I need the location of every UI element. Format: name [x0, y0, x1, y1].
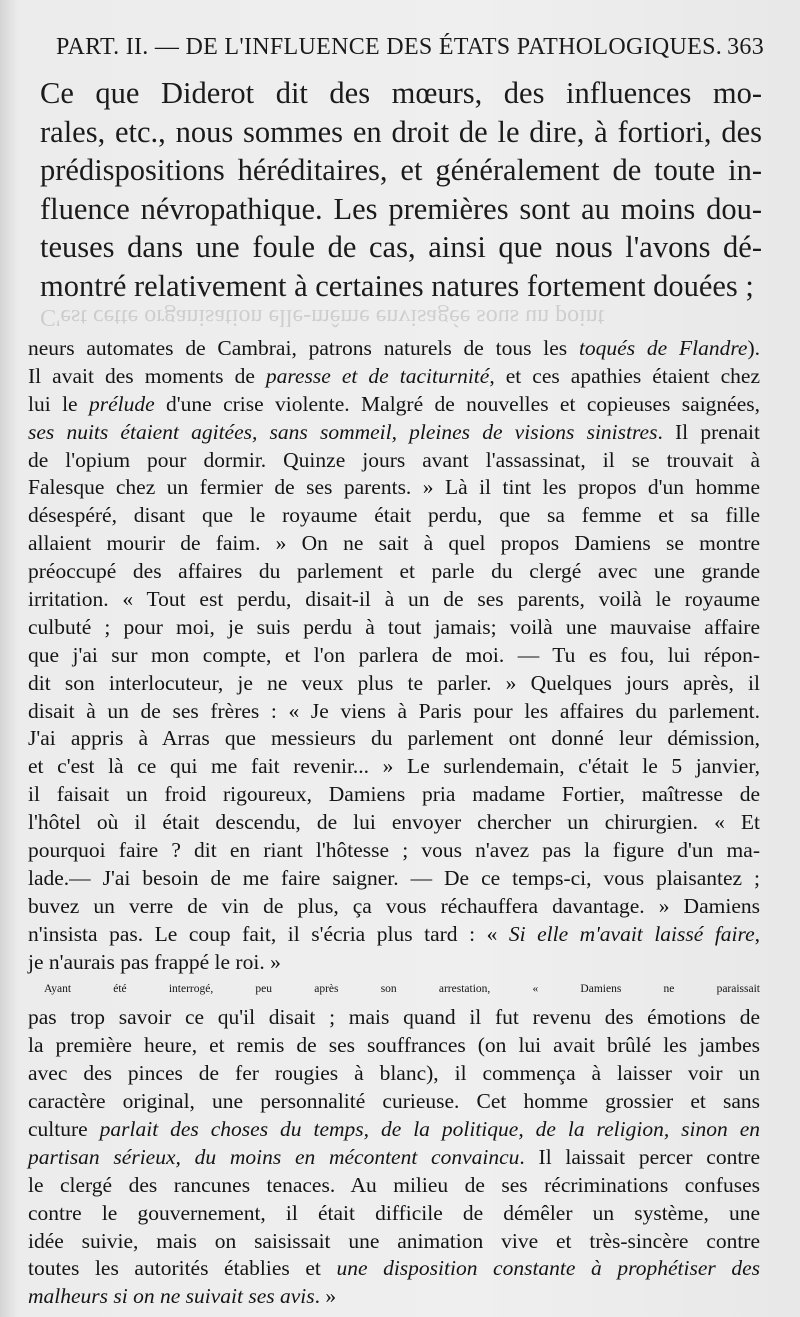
text-segment: je n'aurais pas frappé le roi. » — [28, 949, 281, 974]
text-line — [28, 837, 760, 865]
running-header — [56, 30, 764, 66]
text-segment: dit son interlocuteur, je ne veux plus te parler. » Quelques jours après, il — [28, 670, 760, 695]
text-line — [28, 1283, 760, 1311]
text-line: prédispositions héréditaires, et généralement de toute in- — [40, 153, 762, 188]
italic-segment: une disposition constante à prophétiser des — [336, 1256, 760, 1281]
text-segment: toutes les autorités établies et — [28, 1256, 337, 1281]
text-segment: . Il laissait percer contre — [519, 1144, 760, 1169]
italic-segment: parlait des choses du temps, de la politique, de la religion, sinon en — [99, 1116, 760, 1141]
text-segment: n'insista pas. Le coup fait, il s'écria plus tard : « — [28, 921, 509, 946]
text-line — [28, 809, 760, 837]
text-segment: lade.— J'ai besoin de me faire saigner. — De ce temps-ci, vous plaisantez ; — [28, 865, 760, 890]
text-line: fluence névropathique. Les premières sont au moins dou- — [40, 191, 762, 226]
upper-paragraph — [40, 74, 762, 306]
text-segment: préoccupé des affaires du parlement et parle du clergé avec une grande — [28, 559, 760, 584]
text-line — [28, 1255, 760, 1283]
header-title: PART. II. — DE L'INFLUENCE DES ÉTATS PATHOLOGIQUES. — [56, 34, 723, 60]
text-line — [28, 586, 760, 614]
text-line — [28, 1060, 760, 1088]
text-line — [28, 502, 760, 530]
text-line — [28, 781, 760, 809]
text-line — [28, 614, 760, 642]
text-segment: de l'opium pour dormir. Quinze jours avant l'assassinat, il se trouvait à — [28, 447, 760, 472]
text-line — [28, 949, 760, 977]
text-segment: culbuté ; pour moi, je suis perdu à tout jamais; voilà une mauvaise affaire — [28, 614, 760, 639]
text-line — [28, 1088, 760, 1116]
text-segment: Il avait des moments de — [28, 363, 266, 388]
text-segment: Falesque chez un fermier de ses parents. » Là il tint les propos d'un homme — [28, 475, 760, 500]
italic-segment: Si elle m'avait laissé faire — [508, 921, 755, 946]
text-line — [28, 1200, 760, 1228]
text-line — [28, 753, 760, 781]
text-segment: . Il prenait — [657, 419, 761, 444]
text-segment: , et ces apathies étaient chez — [489, 363, 761, 388]
text-line — [28, 419, 760, 447]
text-segment: . » — [314, 1284, 337, 1309]
text-line — [28, 474, 760, 502]
text-segment: l'hôtel où il était descendu, de lui envoyer chercher un chirurgien. « Et — [28, 810, 760, 835]
text-line — [28, 1144, 760, 1172]
italic-segment: malheurs si on ne suivait ses avis — [28, 1284, 315, 1309]
text-line — [28, 558, 760, 586]
text-line: montré relativement à certaines natures fortement douées ; — [40, 268, 754, 303]
quoted-paragraph — [28, 335, 760, 1311]
text-segment: allaient mourir de faim. » On ne sait à quel propos Damiens se montre — [28, 531, 760, 556]
text-line — [28, 447, 760, 475]
text-line — [28, 670, 760, 698]
text-line: teuses dans une foule de cas, ainsi que nous l'avons dé- — [40, 230, 762, 265]
text-segment: culture — [28, 1116, 100, 1141]
text-line: rales, etc., nous sommes en droit de le dire, à fortiori, des — [40, 114, 762, 149]
text-segment: lui le — [28, 391, 89, 416]
text-segment: Ayant été interrogé, peu après son arrestation, « Damiens ne paraissait — [44, 983, 760, 996]
text-segment: pourquoi faire ? dit en riant l'hôtesse ; vous n'avez pas la figure d'un ma- — [28, 838, 760, 863]
text-segment: le clergé des rancunes tenaces. Au milieu de ses récriminations confuses — [28, 1172, 760, 1197]
text-line — [28, 642, 760, 670]
text-line — [28, 976, 760, 1004]
text-segment: avec des pinces de fer rougies à blanc), il commença à laisser voir un — [28, 1061, 760, 1086]
text-segment: contre le gouvernement, il était difficile de démêler un système, une — [28, 1200, 760, 1225]
text-line — [28, 1116, 760, 1144]
text-line: Ce que Diderot dit des mœurs, des influences mo- — [40, 76, 762, 110]
text-line — [28, 363, 760, 391]
text-segment: idée suivie, mais on saisissait une animation vive et très-sincère contre — [28, 1228, 760, 1253]
text-segment: la première heure, et remis de ses souffrances (on lui avait brûlé les jambes — [28, 1033, 760, 1058]
text-segment: J'ai appris à Arras que messieurs du parlement ont donné leur démission, — [28, 726, 760, 751]
show-through-text: C'est cette organisation elle-même envisagée sous un point — [40, 304, 605, 330]
text-segment: irritation. « Tout est perdu, disait-il à un de ses parents, voilà le royaume — [28, 587, 760, 612]
text-segment: ). — [747, 336, 760, 360]
text-line — [28, 921, 760, 949]
text-line — [28, 1004, 760, 1032]
page-number: 363 — [727, 34, 764, 60]
text-line — [28, 335, 760, 363]
text-line — [28, 698, 760, 726]
italic-segment: prélude — [88, 391, 155, 416]
text-segment: pas trop savoir ce qu'il disait ; mais quand il fut revenu des émotions de — [28, 1005, 760, 1030]
italic-segment: partisan sérieux, du moins en mécontent convaincu — [28, 1144, 520, 1169]
text-line — [28, 1172, 760, 1200]
text-segment: désespéré, disant que le royaume était perdu, que sa femme et sa fille — [28, 503, 760, 528]
text-line — [28, 1032, 760, 1060]
text-line — [28, 725, 760, 753]
text-line — [28, 865, 760, 893]
text-segment: disait à un de ses frères : « Je viens à Paris pour les affaires du parlement. — [28, 698, 760, 723]
text-line — [28, 893, 760, 921]
italic-segment: ses nuits étaient agitées, sans sommeil, pleines de visions sinistres — [28, 419, 658, 444]
text-segment: que j'ai sur mon compte, et l'on parlera de moi. — Tu es fou, lui répon- — [28, 642, 760, 667]
text-line — [28, 391, 760, 419]
text-segment: il faisait un froid rigoureux, Damiens pria madame Fortier, maîtresse de — [28, 782, 760, 807]
text-line — [28, 1228, 760, 1256]
text-segment: et c'est là ce qui me fait revenir... » Le surlendemain, c'était le 5 janvier, — [28, 754, 760, 779]
text-segment: , — [754, 921, 760, 946]
text-segment: neurs automates de Cambrai, patrons naturels de tous les — [28, 336, 579, 360]
text-segment: caractère original, une personnalité curieuse. Cet homme grossier et sans — [28, 1089, 760, 1114]
text-segment: buvez un verre de vin de plus, ça vous réchauffera davantage. » Damiens — [28, 893, 760, 918]
text-segment: d'une crise violente. Malgré de nouvelles et copieuses saignées, — [154, 391, 760, 416]
italic-segment: toqués de Flandre — [578, 336, 748, 360]
text-line — [28, 530, 760, 558]
italic-segment: paresse et de taciturnité — [265, 363, 490, 388]
